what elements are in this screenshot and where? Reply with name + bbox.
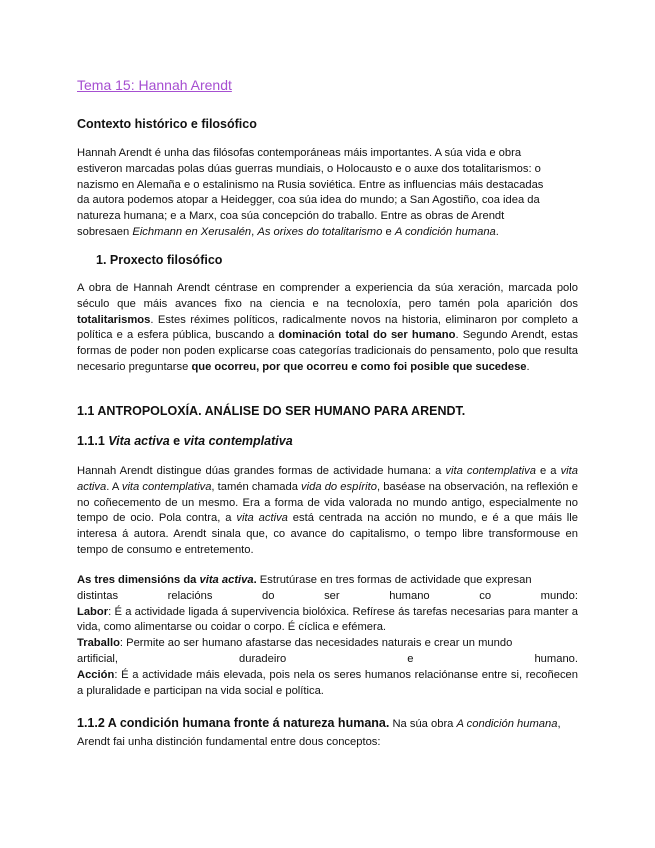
dimensions-row: distintas relacións do ser humano co mundo: — [77, 589, 578, 602]
context-line: sobresaen Eichmann en Xerusalén, As orixes do totalitarismo e A condición humana. — [77, 225, 499, 238]
work-item: Traballo: Permite ao ser humano afastarse das necesidades naturais e crear un mundo — [77, 637, 513, 650]
work-title: Eichmann en Xerusalén — [132, 225, 252, 238]
work-title: As orixes do totalitarismo — [257, 225, 383, 238]
context-line: natureza humana; e a Marx, coa súa concepción do traballo. Entre as obras de Arendt — [77, 210, 505, 223]
project-heading: 1. Proxecto filosófico — [96, 253, 223, 267]
context-line: Hannah Arendt é unha das filósofas contemporáneas máis importantes. A súa vida e obra — [77, 147, 522, 159]
work-row: artificial, duradeiro e humano. — [77, 652, 578, 665]
condition-paragraph: 1.1.2 A condición humana fronte á natureza humana. Na súa obra A condición humana, Arendt fai unha distinción fundamental entre dous conceptos: — [77, 716, 561, 748]
dimensions-block — [77, 573, 578, 699]
action-item: Acción: É a actividade máis elevada, pois nela os seres humanos relaciónanse entre si, recoñecen a pluralidade e participan na vida social e política. — [77, 668, 578, 697]
context-line: estiveron marcadas polas dúas guerras mundiais, o Holocausto e o auxe dos totalitarismos: o — [77, 162, 541, 175]
context-paragraph — [77, 146, 578, 241]
vita-heading: 1.1.1 Vita activa e vita contemplativa — [77, 434, 293, 448]
page-title[interactable]: Tema 15: Hannah Arendt — [77, 77, 232, 93]
vita-paragraph: Hannah Arendt distingue dúas grandes formas de actividade humana: a vita contemplativa e a vita activa. A vita contemplativa, tamén chamada vida do espírito, baséase na observación, na reflexión e no coñecemento de un mesmo. Era a forma de vida valorada no mundo antigo, especialmente no tempo de ocio. Pola contra, a vita activa está centrada na acción no mundo, e é a que máis lle interesa á autora. Arendt sinala que, co avance do capitalismo, o tempo libre transformouse en tempo de consumo e entretemento. — [77, 465, 578, 556]
work-title: A condición humana — [394, 225, 496, 238]
context-line: nazismo en Alemaña e o estalinismo na Rusia soviética. Entre as influencias máis destacadas — [77, 178, 544, 191]
dimensions-lead: As tres dimensións da vita activa. Estrutúrase en tres formas de actividade que expresan — [77, 574, 532, 586]
context-line: da autora podemos atopar a Heidegger, coa súa idea do mundo; a San Agostiño, coa idea da — [77, 194, 540, 207]
anthropology-heading: 1.1 ANTROPOLOXÍA. ANÁLISE DO SER HUMANO PARA ARENDT. — [77, 404, 466, 418]
project-paragraph: A obra de Hannah Arendt céntrase en comprender a experiencia da súa xeración, marcada polo século que máis avances fixo na ciencia e na tecnoloxía, pero tamén pola aparición dos totalitarismos. Estes réximes políticos, radicalmente novos na historia, eliminaron por completo a política e a esfera pública, buscando a dominación total do ser humano. Segundo Arendt, estas formas de poder non poden explicarse coas categorías tradicionais do pensamento, polo que resulta necesario preguntarse que ocorreu, por que ocorreu e como foi posible que sucedese. — [77, 282, 579, 373]
context-heading: Contexto histórico e filosófico — [77, 117, 257, 131]
labor-item: Labor: É a actividade ligada á supervivencia biolóxica. Refírese ás tarefas necesarias para manter a vida, como alimentarse ou coidar o corpo. É cíclica e efémera. — [77, 605, 578, 634]
